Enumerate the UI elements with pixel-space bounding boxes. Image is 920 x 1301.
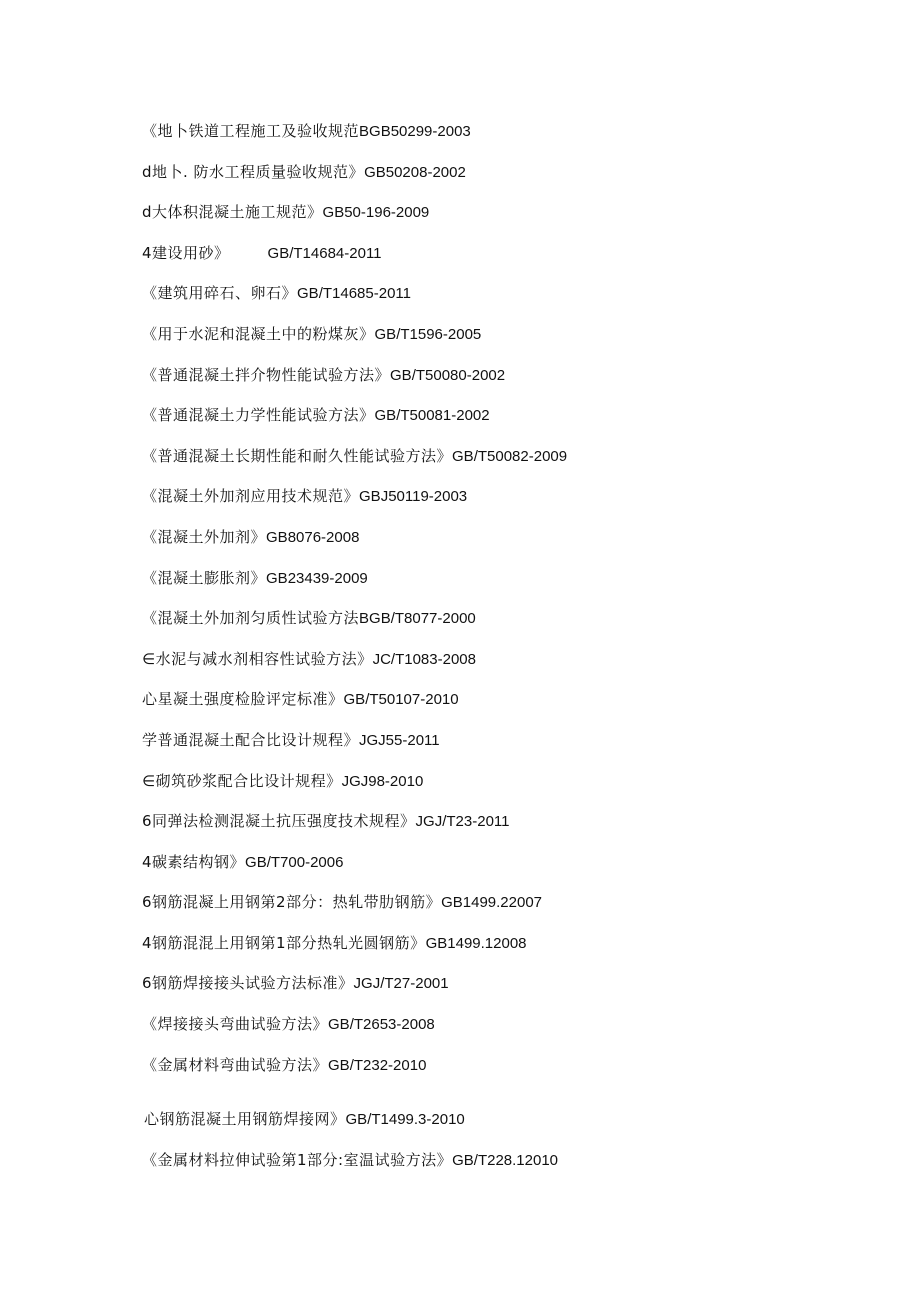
standard-code: GB50208-2002 [364,163,466,181]
standard-title: 6钢筋焊接接头试验方法标准》 [142,974,354,993]
standard-title: 《用于水泥和混凝土中的粉煤灰》 [142,324,375,343]
standard-code: BGB50299-2003 [359,123,471,140]
list-item [142,849,567,890]
standard-code: GB/T50107-2010 [343,691,459,709]
standard-title: d地卜. 防水工程质量验收规范》 [142,162,365,181]
standard-code: GB/T228.12010 [452,1151,559,1169]
standard-title: 《混凝土外加剂匀质性试验方法 [142,609,360,628]
standard-title: ∈砌筑砂浆配合比设计规程》 [142,771,342,790]
standard-title: 《混凝土外加剂应用技术规范》 [142,487,360,506]
list-item [142,402,567,443]
list-item [142,889,567,930]
list-item [142,1147,567,1188]
standard-code: GB/T50081-2002 [374,407,490,425]
list-item [142,686,567,727]
standard-title: 《普通混凝土拌介物性能试验方法》 [142,365,391,384]
list-item [142,524,567,565]
standard-code: GB23439-2009 [266,569,368,587]
standards-list [142,118,567,1187]
standard-title: d大体积混凝土施工规范》 [142,203,323,222]
standard-code: GB/T50080-2002 [390,366,506,384]
standard-title: 《焊接接头弯曲试验方法》 [142,1015,329,1034]
standard-title: 4建设用砂》 [142,243,230,262]
standard-code: GB/T700-2006 [245,853,344,871]
list-item [142,321,567,362]
list-item [142,646,567,687]
standard-code: JGJ/T27-2001 [353,975,449,993]
list-item [142,1052,567,1093]
list-item [142,118,567,159]
standard-title: 6钢筋混凝上用钢第2部分：热轧带肋钢筋》 [142,893,442,912]
standard-title: 《建筑用碎石、卵石》 [142,284,298,303]
list-item [142,199,567,240]
list-item [142,808,567,849]
list-item [142,970,567,1011]
standard-code: GB/T50082-2009 [452,447,568,465]
list-item [142,483,567,524]
standard-code: GB8076-2008 [266,528,360,546]
standard-code: GB/T1499.3-2010 [345,1111,465,1129]
standard-title: 4碳素结构钢》 [142,852,246,871]
standard-code: GB1499.12008 [425,934,527,952]
standard-title: 心钢筋混凝土用钢筋焊接网》 [144,1110,346,1129]
standard-code: GB50-196-2009 [322,204,430,222]
list-item [142,605,567,646]
list-item [142,768,567,809]
standard-title: 《金属材料弯曲试验方法》 [142,1055,329,1074]
list-item [142,240,567,281]
standard-title: 《金属材料拉伸试验第1部分:室温试验方法》 [142,1150,453,1169]
standard-code: JGJ55-2011 [359,731,440,749]
standard-title: 《地卜铁道工程施工及验收规范 [142,122,360,140]
standard-code: JGJ/T23-2011 [415,813,510,831]
list-item [142,930,567,971]
standard-code: JGJ98-2010 [341,772,424,790]
standard-code: GB/T2653-2008 [328,1016,435,1034]
standard-code: GB1499.22007 [441,894,543,912]
standard-code: GB/T14684-2011 [267,244,382,262]
list-item [142,159,567,200]
standard-code: JC/T1083-2008 [372,650,476,668]
list-item [142,1106,567,1147]
standard-title: 4钢筋混混上用钢第1部分热轧光圆钢筋》 [142,933,426,952]
standard-title: 《普通混凝土长期性能和耐久性能试验方法》 [142,446,453,465]
standard-title: 心星凝土强度检脸评定标准》 [142,690,344,709]
standard-code: GB/T14685-2011 [297,285,411,303]
standard-title: ∈水泥与减水剂相容性试验方法》 [142,649,373,668]
list-item [142,362,567,403]
list-item [142,280,567,321]
list-item [142,1011,567,1052]
standard-title: 学普通混凝土配合比设计规程》 [142,730,360,749]
standard-title: 《混凝土外加剂》 [142,527,267,546]
standard-title: 《混凝土膨胀剂》 [142,568,267,587]
list-item [142,727,567,768]
standard-code: GB/T1596-2005 [374,325,482,343]
standard-code: BGB/T8077-2000 [359,610,476,628]
list-item [142,565,567,606]
standard-code: GBJ50119-2003 [359,488,468,506]
standard-title: 《普通混凝土力学性能试验方法》 [142,406,375,425]
standard-title: 6同弹法检测混凝土抗压强度技术规程》 [142,812,416,831]
standard-code: GB/T232-2010 [328,1056,427,1074]
list-item [142,443,567,484]
